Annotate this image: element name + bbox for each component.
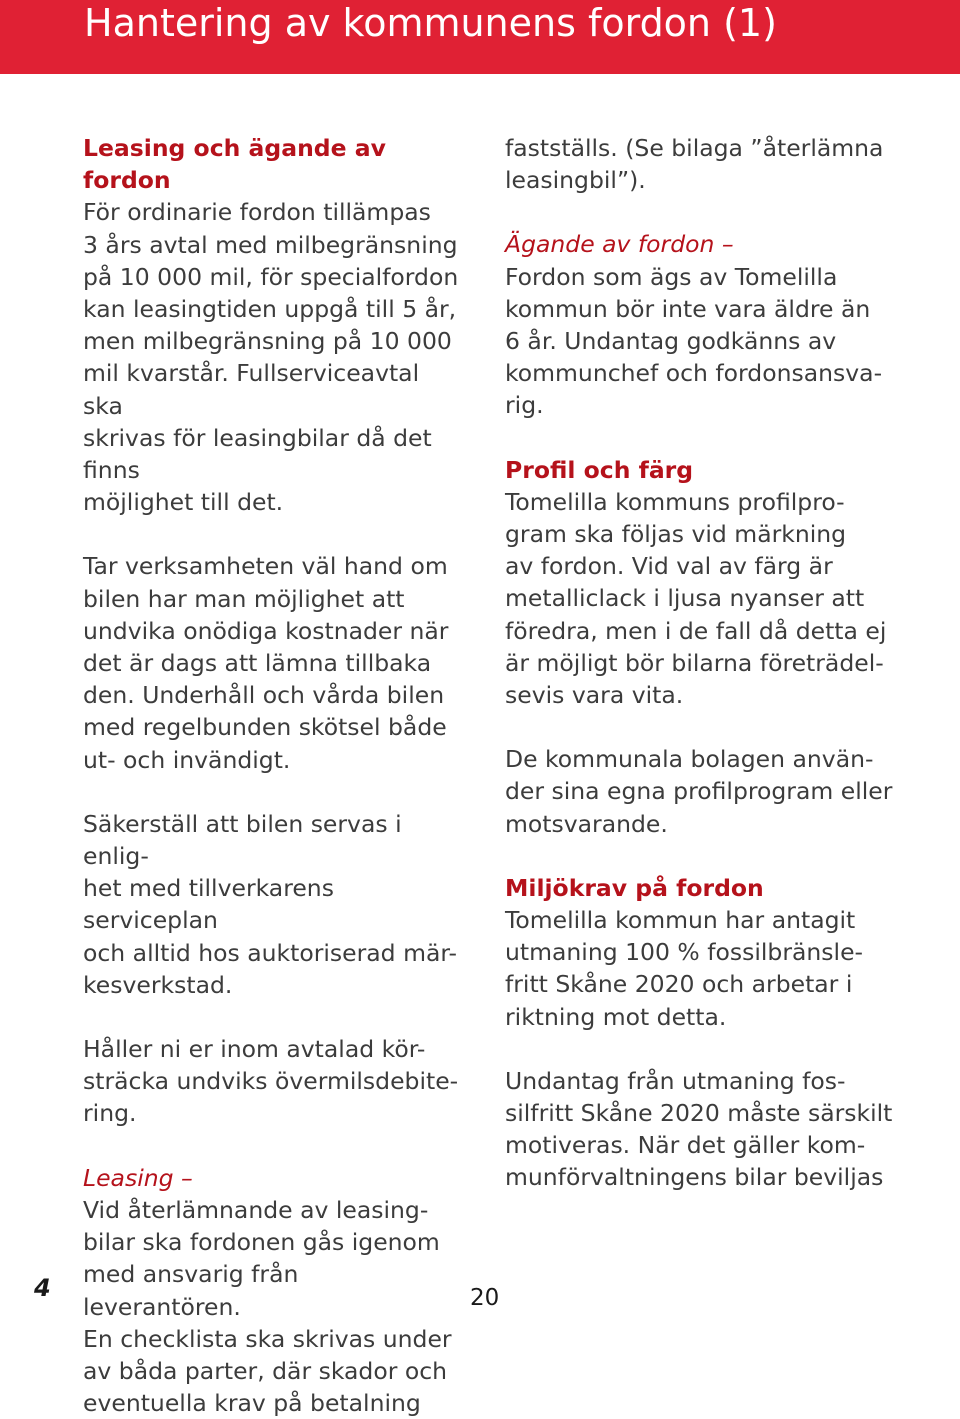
section-agande — [505, 228, 895, 421]
paragraph-mileage: Håller ni er inom avtalad kör- sträcka undviks övermilsdebite- ring. — [83, 1035, 459, 1128]
left-column — [83, 132, 463, 1419]
section-profil — [505, 454, 895, 712]
heading-profil: Profil och färg — [505, 455, 694, 484]
section-miljo — [505, 872, 895, 1033]
right-column — [505, 132, 895, 1194]
paragraph-service: Säkerställ att bilen servas i enlig- het med tillverkarens serviceplan och alltid hos auktoriserad mär- kesverkstad. — [83, 809, 458, 999]
paragraph-faststalls: fastställs. (Se bilaga ”återlämna leasingbil”). — [505, 134, 884, 195]
subheading-leasing: Leasing – — [83, 1163, 193, 1192]
paragraph-agande: Fordon som ägs av Tomelilla kommun bör inte vara äldre än 6 år. Undantag godkänns av kommunchef och fordonsansva- rig. — [505, 262, 883, 420]
page-number-left: 4 — [34, 1274, 51, 1302]
paragraph-leasing-terms: För ordinarie fordon tillämpas 3 års avtal med milbegränsning på 10 000 mil, för specialfordon kan leasingtiden uppgå till 5 år, men milbegränsning på 10 000 mil kvarstår. Fullserviceavtal ska skrivas för leasingbilar då det finns möjlighet till det. — [83, 198, 459, 517]
paragraph-miljo: Tomelilla kommun har antagit utmaning 100 % fossilbränsle- fritt Skåne 2020 och arbetar i riktning mot detta. — [505, 906, 864, 1031]
paragraph-undantag: Undantag från utmaning fos- silfritt Skåne 2020 måste särskilt motiveras. När det gäller kom- munförvaltningens bilar beviljas — [505, 1066, 893, 1192]
page-title: Hantering av kommunens fordon (1) — [84, 1, 777, 45]
paragraph-return: Vid återlämnande av leasing- bilar ska fordonen gås igenom med ansvarig från leverantören. En checklista ska skrivas under av båda parter, där skador och eventuella krav på betalning — [83, 1195, 452, 1418]
section-leasing-agande — [83, 132, 463, 518]
heading-miljo: Miljökrav på fordon — [505, 873, 764, 902]
page-number-center: 20 — [470, 1285, 500, 1311]
page-header-bar — [0, 0, 960, 74]
heading-leasing-agande: Leasing och ägande av fordon — [83, 134, 386, 195]
subheading-agande: Ägande av fordon – — [505, 230, 734, 259]
paragraph-care: Tar verksamheten väl hand om bilen har man möjlighet att undvika onödiga kostnader när det är dags att lämna tillbaka den. Underhåll och vårda bilen med regelbunden skötsel både ut- och invändigt. — [83, 552, 449, 774]
section-leasing-return — [83, 1162, 463, 1419]
paragraph-profil: Tomelilla kommuns profilpro- gram ska följas vid märkning av fordon. Vid val av färg är metalliclack i ljusa nyanser att föredra, men i de fall då detta ej är möjligt bör bilarna företrädel- sevis vara vita. — [505, 487, 887, 710]
paragraph-bolagen: De kommunala bolagen använ- der sina egna profilprogram eller motsvarande. — [505, 745, 893, 838]
